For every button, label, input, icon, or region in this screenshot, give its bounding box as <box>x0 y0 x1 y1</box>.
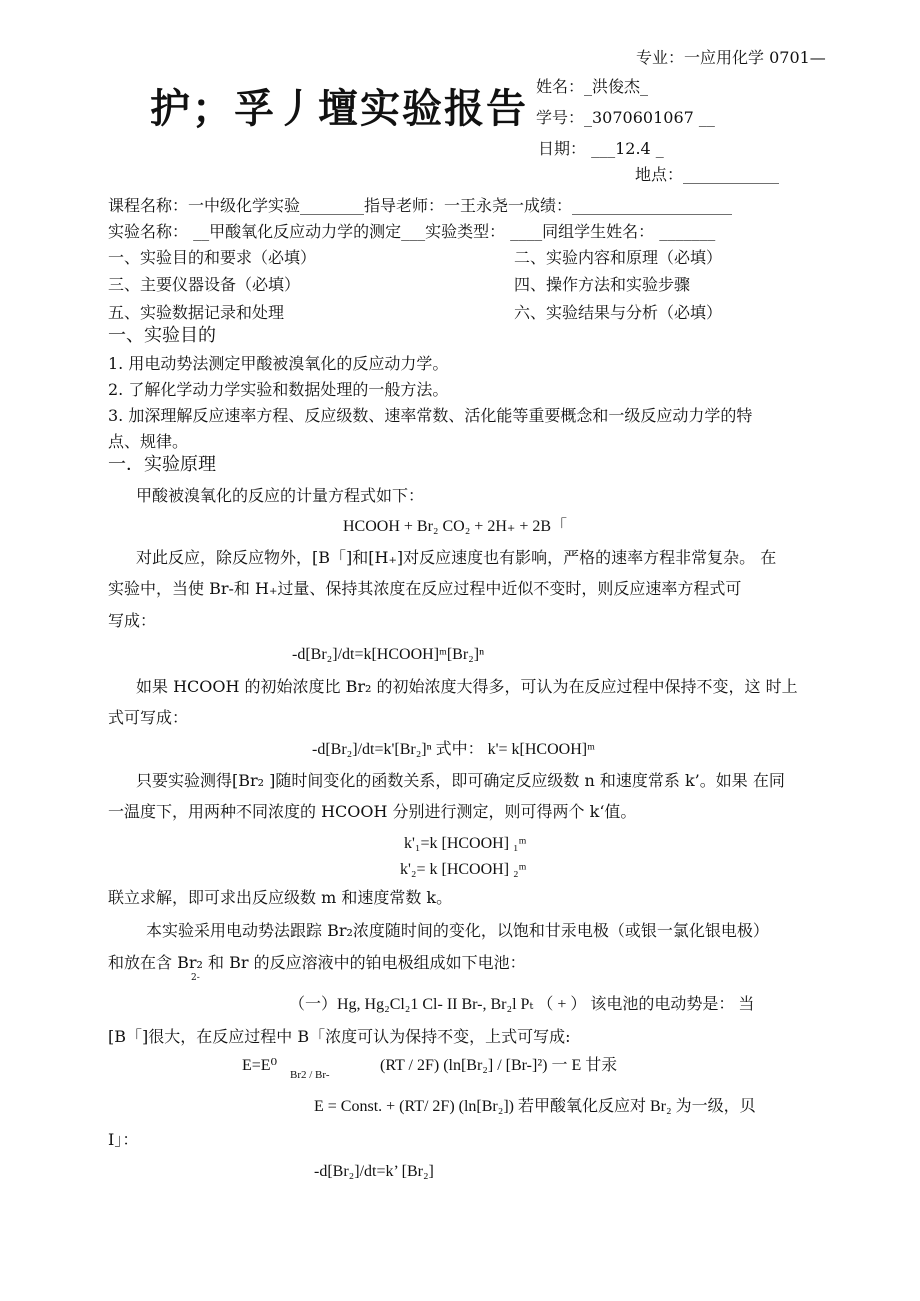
para2-line2: 式可写成： <box>108 708 189 727</box>
course-info-line: 课程名称：一中级化学实验________指导老师：一王永尧一成绩：____________________ <box>108 196 733 215</box>
outline-item-3: 三、主要仪器设备（必填） <box>108 275 301 294</box>
outline-item-4: 四、操作方法和实验步骤 <box>514 275 691 294</box>
outline-item-5: 五、实验数据记录和处理 <box>108 303 285 322</box>
outline-item-2: 二、实验内容和原理（必填） <box>514 248 723 267</box>
outline-item-1: 一、实验目的和要求（必填） <box>108 248 317 267</box>
subscript-note: 2- <box>191 973 200 983</box>
date-field: 日期： ___12.4 _ <box>538 139 664 158</box>
para2-line1: 如果 HCOOH 的初始浓度比 Br₂ 的初始浓度大得多，可认为在反应过程中保持不变，这 时上 <box>136 677 798 696</box>
principle-heading: 一．实验原理 <box>108 454 216 475</box>
equation-k1: k'₁=k [HCOOH] ₁ᵐ <box>404 835 527 852</box>
para3-line1: 只要实验测得[Br₂ ]随时间变化的函数关系，即可确定反应级数 n 和速度常系 k’。如果 在同 <box>136 771 785 790</box>
para5-line2: 和放在含 Br₂ 和 Br 的反应溶液中的铂电极组成如下电池： <box>108 953 526 972</box>
student-id-field: 学号：_3070601067 __ <box>536 108 715 127</box>
equation-rate-law: -d[Br₂]/dt=k[HCOOH]ᵐ[Br₂]ⁿ <box>292 646 485 663</box>
equation-pseudo-rate: -d[Br₂]/dt=k'[Br₂]ⁿ 式中： k'= k[HCOOH]ᵐ <box>312 741 595 758</box>
principle-intro: 甲酸被溴氧化的反应的计量方程式如下： <box>136 486 425 505</box>
para4: 联立求解，即可求出反应级数 m 和速度常数 k。 <box>108 888 453 907</box>
para1-line1: 对此反应，除反应物外，[B「]和[H₊]对反应速度也有影响，严格的速率方程非常复杂。 在 <box>136 548 777 567</box>
equation-const: E = Const. + (RT/ 2F) (ln[Br₂]) 若甲酸氧化反应对 Br₂ 为一级，贝 <box>314 1098 756 1115</box>
major-field: 专业：一应用化学 0701— <box>636 48 826 67</box>
para1-line3: 写成： <box>108 611 157 630</box>
para1-line2: 实验中，当使 Br-和 H₊过量、保持其浓度在反应过程中近似不变时，则反应速率方程式可 <box>108 579 742 598</box>
purpose-item-3a: 3. 加深理解反应速率方程、反应级数、速率常数、活化能等重要概念和一级反应动力学的特 <box>108 406 753 425</box>
equation-k2: k'₂= k [HCOOH] ₂ᵐ <box>400 861 527 878</box>
equation-const-cont: I」： <box>108 1130 139 1149</box>
cell-notation: （一）Hg, Hg₂Cl₂1 Cl- II Br-, Br₂l Pₜ （ + ） 该电池的电动势是： 当 <box>289 996 755 1013</box>
purpose-item-2: 2. 了解化学动力学实验和数据处理的一般方法。 <box>108 380 449 399</box>
experiment-info-line: 实验名称： __甲酸氧化反应动力学的测定___实验类型： ____同组学生姓名： _______ <box>108 222 716 241</box>
equation-nernst-body: (RT / 2F) (ln[Br₂] / [Br-]²) 一 E 甘汞 <box>380 1057 618 1074</box>
para3-line2: 一温度下，用两种不同浓度的 HCOOH 分别进行测定，则可得两个 k‘值。 <box>108 802 637 821</box>
outline-item-6: 六、实验结果与分析（必填） <box>514 303 723 322</box>
report-title: 护；孚丿壇实验报告 <box>150 86 528 132</box>
purpose-heading: 一、实验目的 <box>108 325 216 346</box>
equation-nernst-e0: E=E⁰ <box>242 1057 277 1074</box>
para6: [B「]很大，在反应过程中 B「浓度可认为保持不变，上式可写成: <box>108 1027 571 1046</box>
equation-nernst-subscript: Br2 / Br- <box>290 1069 330 1081</box>
equation-first-order: -d[Br₂]/dt=k’ [Br₂] <box>314 1163 434 1180</box>
equation-stoichiometry: HCOOH + Br₂ CO₂ + 2H₊ + 2B「 <box>343 518 568 535</box>
purpose-item-1: 1. 用电动势法测定甲酸被溴氧化的反应动力学。 <box>108 354 449 373</box>
purpose-item-3b: 点、规律。 <box>108 432 189 451</box>
para5-line1: 本实验采用电动势法跟踪 Br₂浓度随时间的变化，以饱和甘汞电极（或银一氯化银电极） <box>146 921 769 940</box>
location-field: 地点：____________ <box>635 165 780 184</box>
name-field: 姓名：_洪俊杰_ <box>536 77 649 96</box>
